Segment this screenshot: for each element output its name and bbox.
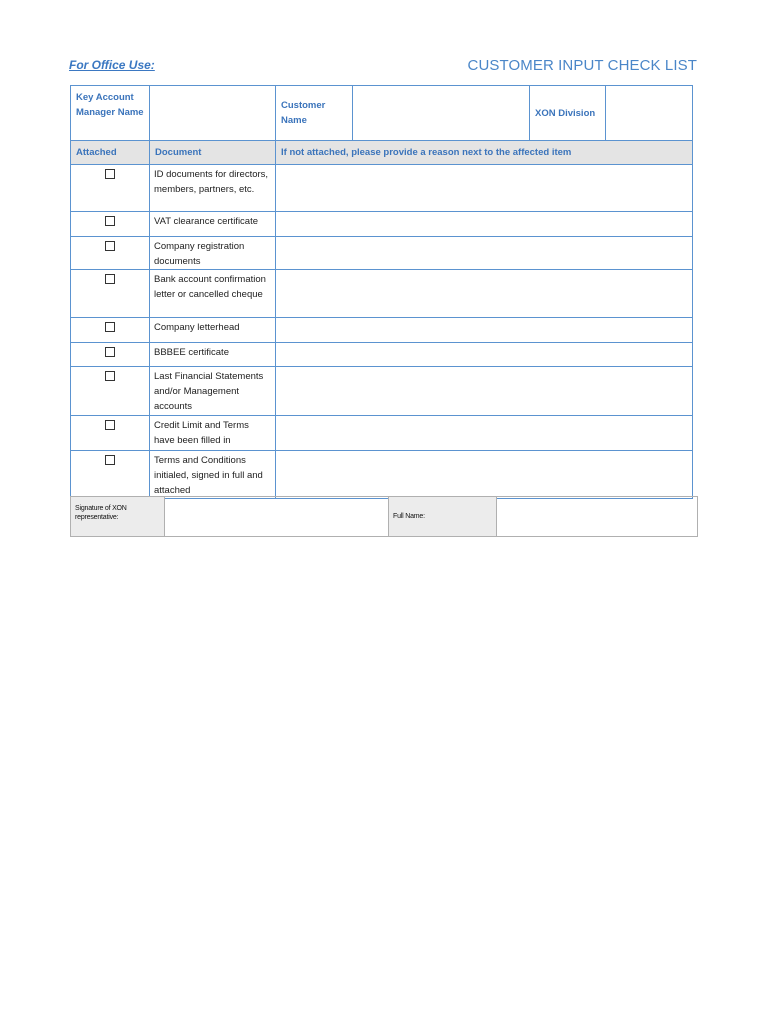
xon-division-label: XON Division (530, 86, 606, 141)
attached-checkbox[interactable] (105, 216, 115, 226)
table-row (71, 416, 693, 451)
xon-division-field[interactable] (606, 86, 693, 141)
office-use-label: For Office Use: (69, 58, 155, 72)
document-name: Bank account confirmation letter or cancelled cheque (150, 270, 276, 318)
page-title: CUSTOMER INPUT CHECK LIST (467, 57, 697, 74)
attached-checkbox[interactable] (105, 420, 115, 430)
signature-label: Signature of XON representative: (71, 497, 165, 537)
document-name: Terms and Conditions initialed, signed in full and attached (150, 451, 276, 499)
attached-checkbox[interactable] (105, 169, 115, 179)
key-account-manager-label: Key Account Manager Name (71, 86, 150, 141)
reason-field[interactable] (276, 451, 693, 499)
signature-row (71, 497, 698, 537)
customer-name-field[interactable] (353, 86, 530, 141)
reason-column-header: If not attached, please provide a reason next to the affected item (276, 141, 693, 165)
signature-field[interactable] (165, 497, 389, 537)
document-name: BBBEE certificate (150, 343, 276, 367)
info-row (71, 86, 693, 141)
reason-field[interactable] (276, 416, 693, 451)
signature-table (70, 496, 698, 537)
table-row (71, 212, 693, 237)
attached-checkbox[interactable] (105, 371, 115, 381)
document-name: VAT clearance certificate (150, 212, 276, 237)
full-name-field[interactable] (497, 497, 698, 537)
attached-checkbox[interactable] (105, 241, 115, 251)
table-row (71, 367, 693, 416)
attached-checkbox[interactable] (105, 274, 115, 284)
document-column-header: Document (150, 141, 276, 165)
reason-field[interactable] (276, 212, 693, 237)
reason-field[interactable] (276, 270, 693, 318)
table-row (71, 270, 693, 318)
checklist-table (70, 85, 693, 499)
attached-checkbox[interactable] (105, 455, 115, 465)
table-row (71, 237, 693, 270)
column-header-row (71, 141, 693, 165)
table-row (71, 343, 693, 367)
reason-field[interactable] (276, 367, 693, 416)
table-row (71, 165, 693, 212)
reason-field[interactable] (276, 237, 693, 270)
customer-name-label: Customer Name (276, 86, 353, 141)
document-name: Credit Limit and Terms have been filled in (150, 416, 276, 451)
attached-checkbox[interactable] (105, 347, 115, 357)
table-row (71, 318, 693, 343)
reason-field[interactable] (276, 343, 693, 367)
document-name: Company letterhead (150, 318, 276, 343)
full-name-label: Full Name: (389, 497, 497, 537)
document-name: ID documents for directors, members, partners, etc. (150, 165, 276, 212)
attached-column-header: Attached (71, 141, 150, 165)
document-name: Company registration documents (150, 237, 276, 270)
reason-field[interactable] (276, 318, 693, 343)
key-account-manager-field[interactable] (150, 86, 276, 141)
document-name: Last Financial Statements and/or Management accounts (150, 367, 276, 416)
reason-field[interactable] (276, 165, 693, 212)
table-row (71, 451, 693, 499)
attached-checkbox[interactable] (105, 322, 115, 332)
